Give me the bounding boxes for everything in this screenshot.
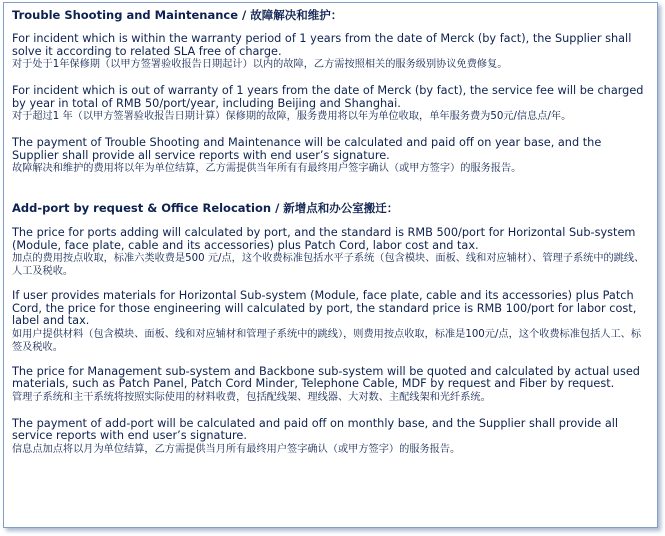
paragraph-text-zh: 加点的费用按点收取，标准六类收费是500 元/点，这个收费标准包括水平子系统（包含模块、面板、线和对应辅材）、管理子系统中的跳线、人工及税收。 — [12, 253, 645, 277]
section-title-add-port: Add-port by request & Office Relocation / 新增点和办公室搬迁： — [12, 201, 399, 215]
paragraph-out-of-warranty — [12, 85, 649, 123]
paragraph-text-zh: 对于超过1 年（以甲方签署验收报告日期计算）保修期的故障，服务费用将以年为单位收取，单年服务费为50元/信息点/年。 — [12, 111, 572, 122]
paragraph-text-en: For incident which is within the warranty period of 1 years from the date of Merck (by fact), the Supplier shall solve it according to related SLA free of charge. — [12, 32, 632, 58]
paragraph-text-zh: 如用户提供材料（包含模块、面板、线和对应辅材和管理子系统中的跳线），则费用按点收取，标准是100元/点，这个收费标准包括人工、标签及税收。 — [12, 328, 642, 353]
document-frame — [3, 2, 658, 528]
paragraph-warranty — [12, 33, 649, 71]
paragraph-text-zh: 故障解决和维护的费用将以年为单位结算，乙方需提供当年所有有最终用户签字确认（或甲方签字）的服务报告。 — [12, 163, 522, 174]
paragraph-management-backbone — [12, 366, 649, 404]
paragraph-payment-add-port — [12, 418, 649, 456]
paragraph-text-zh: 对于处于1年保修期（以甲方签署验收报告日期起计）以内的故障，乙方需按照相关的服务级别协议免费修复。 — [12, 59, 508, 70]
paragraph-text-en: The payment of add-port will be calculated and paid off on monthly base, and the Supplier shall provide all service reports with end user’s signature. — [12, 416, 619, 442]
document-content — [4, 3, 657, 456]
section-title-troubleshooting: Trouble Shooting and Maintenance / 故障解决和维护： — [12, 8, 343, 22]
paragraph-port-price — [12, 227, 649, 278]
paragraph-text-en: For incident which is out of warranty of 1 years from the date of Merck (by fact), the service fee will be charged by year in total of RMB 50/port/year, including Beijing and Shanghai. — [12, 84, 644, 110]
paragraph-text-zh: 信息点加点将以月为单位结算，乙方需提供当月所有最终用户签字确认（或甲方签字）的服务报告。 — [12, 443, 461, 455]
paragraph-text-en: The price for ports adding will calculated by port, and the standard is RMB 500/port for Horizontal Sub-system (Module, face plate, cable and its accessories) plus Patch Cord, labor cost and tax. — [12, 226, 636, 252]
paragraph-text-en: If user provides materials for Horizontal Sub-system (Module, face plate, cable and its accessories) plus Patch Cord, the price for those engineering will calculated by port, the standard price is RMB 100/port for labor cost, label and tax. — [12, 289, 637, 327]
paragraph-text-en: The payment of Trouble Shooting and Maintenance will be calculated and paid off on year base, and the Supplier shall provide all service reports with end user’s signature. — [12, 136, 602, 162]
paragraph-text-zh: 管理子系统和主干系统将按照实际使用的材料收费，包括配线架、理线器、大对数、主配线架和光纤系统。 — [12, 391, 491, 403]
paragraph-user-materials — [12, 290, 649, 354]
paragraph-text-en: The price for Management sub-system and Backbone sub-system will be quoted and calculated by actual used materials, such as Patch Panel, Patch Cord Minder, Telephone Cable, MDF by request and Fiber by request. — [12, 364, 640, 390]
paragraph-payment-maintenance — [12, 137, 649, 175]
